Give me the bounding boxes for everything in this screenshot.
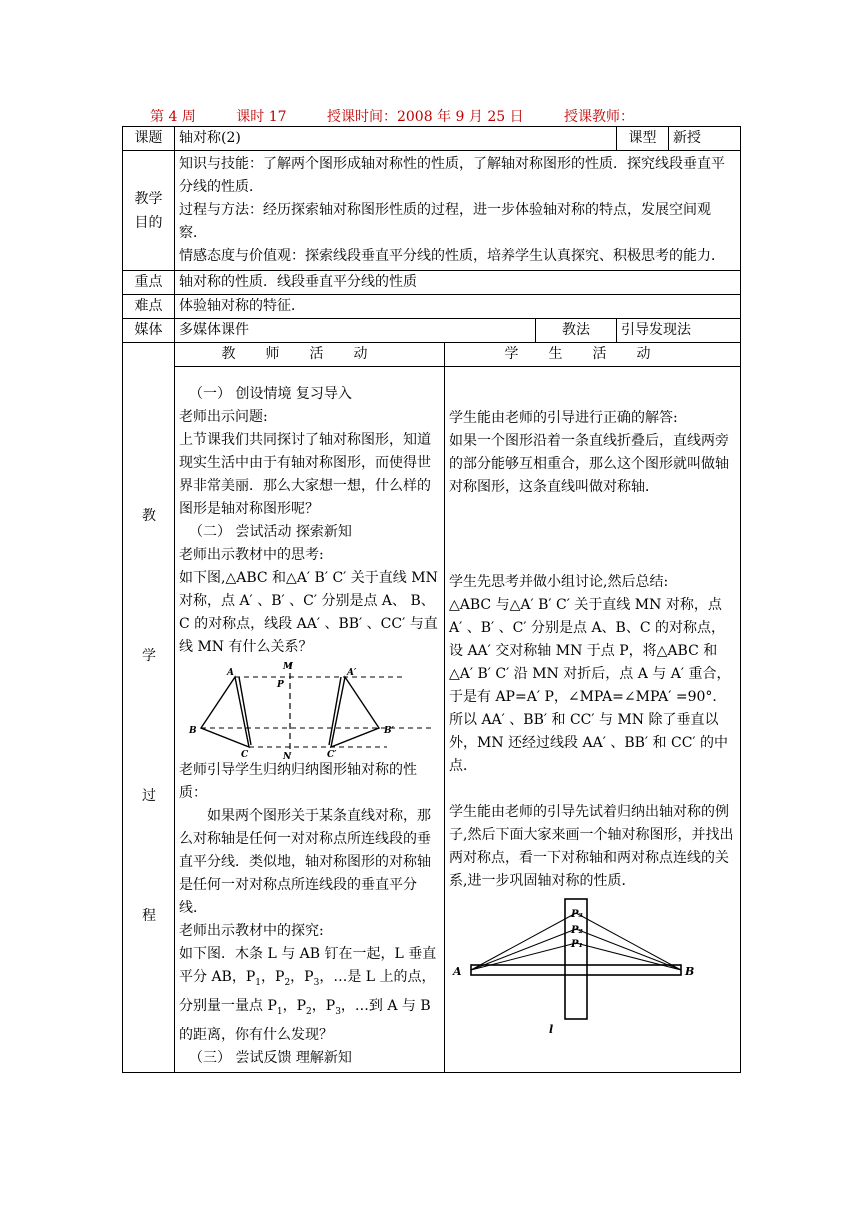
process-char-1: 教 <box>142 508 156 524</box>
difficulty-value: 体验轴对称的特征． <box>175 295 741 319</box>
fig2-label-p1: P₁ <box>571 939 583 950</box>
teacher-activity-cell <box>175 367 445 1073</box>
t2f-4: ，…是 L 上的点，分别量一量点 P <box>179 969 436 1014</box>
t2f-sub2b: 2 <box>306 1006 312 1017</box>
student-text-c1: 学生能由老师的引导先试着归纳出轴对称的例子,然后下面大家来画一个轴对称图形，并找出两对称点，看一下对称轴和两对称点连线的关系,进一步巩固轴对称的性质． <box>449 804 734 889</box>
t2f-sub1b: 1 <box>276 1006 283 1017</box>
fig1-label-a2: A′ <box>347 668 357 678</box>
goal-label-text: 教学目的 <box>134 190 163 231</box>
fig1-label-b: B <box>189 726 197 736</box>
section-1-title: （一） 创设情境 复习导入 <box>189 386 352 402</box>
student-activity-cell <box>445 367 741 1073</box>
lesson-time: 授课时间：2008 年 9 月 25 日 <box>326 109 524 125</box>
teacher-text-2c: 老师引导学生归纳归纳图形轴对称的性质： <box>179 762 417 801</box>
fig2-label-l: l <box>549 1023 554 1036</box>
teacher-text-2f <box>179 943 440 1047</box>
teacher-text-1a: 老师出示问题: <box>179 409 268 425</box>
teacher-text-2d: 如果两个图形关于某条直线对称，那么对称轴是任何一对对称点所连线段的垂直平分线．类似地，轴对称图形的对称轴是任何一对对称点所连线段的垂直平分线． <box>179 808 431 916</box>
topic-label: 课题 <box>123 127 175 151</box>
goal-process: 过程与方法：经历探索轴对称图形性质的过程，进一步体验轴对称的特点，发展空间观察． <box>179 202 711 241</box>
goals-cell <box>175 151 741 271</box>
goal-attitude: 情感态度与价值观：探索线段垂直平分线的性质，培养学生认真探究、积极思考的能力． <box>179 248 725 264</box>
type-label: 课型 <box>617 127 669 151</box>
difficulty-label: 难点 <box>123 295 175 319</box>
key-label: 重点 <box>123 271 175 295</box>
symmetric-triangles-figure <box>179 659 441 759</box>
teacher-text-2a: 老师出示教材中的思考: <box>179 547 324 563</box>
teacher-text-2b: 如下图,△ABC 和△A′ B′ C′ 关于直线 MN 对称，点 A′ 、B′ 、C′ 分别是点 A、 B、C 的对称点，线段 AA′ 、BB′ 、CC′ 与直线 MN 有什么关系？ <box>179 570 438 655</box>
key-value: 轴对称的性质．线段垂直平分线的性质 <box>175 271 741 295</box>
process-char-2: 学 <box>142 648 156 664</box>
goal-knowledge: 知识与技能：了解两个图形成轴对称性的性质，了解轴对称图形的性质．探究线段垂直平分线的性质． <box>179 156 725 195</box>
t2f-1: 如下图．木条 L 与 AB 钉在一起，L 垂直平分 AB，P <box>179 946 437 985</box>
student-text-a1: 学生能由老师的引导进行正确的解答: <box>449 410 678 426</box>
type-value: 新授 <box>669 127 741 151</box>
t2f-6: ，P <box>311 997 336 1014</box>
media-value: 多媒体课件 <box>175 319 536 342</box>
lesson-header <box>150 106 670 126</box>
t2f-7: ，…到 A 与 B 的距离，你有什么发现？ <box>179 997 431 1043</box>
fig2-label-p3: P₃ <box>571 909 583 920</box>
media-inner <box>175 319 616 342</box>
teacher-activity-heading: 教师活动 <box>175 343 445 367</box>
t2f-sub3: 3 <box>313 977 320 988</box>
topic-value: 轴对称(2) <box>175 127 617 151</box>
student-text-b2: △ABC 与△A′ B′ C′ 关于直线 MN 对称，点 A′ 、B′ 、C′ 分别是点 A、B、C 的对称点，设 AA′ 交对称轴 MN 于点 P，将△ABC 和△A′ B′ C′ 沿 MN 对折后，点 A 与 A′ 重合，于是有 AP=A′ P，∠MPA=∠MPA′ =90°．所以 AA′ 、BB′ 和 CC′ 与 MN 除了垂直以外，MN 还经过线段 AA′ 、BB′ 和 CC′ 的中点． <box>449 597 731 774</box>
media-method-cell <box>175 319 617 343</box>
teacher-text-1b: 上节课我们共同探讨了轴对称图形，知道现实生活中由于有轴对称图形，而使得世界非常美丽．那么大家想一想，什么样的图形是轴对称图形呢？ <box>179 432 431 517</box>
process-char-4: 程 <box>142 908 156 924</box>
fig1-label-m: M <box>283 662 293 672</box>
t2f-sub3b: 3 <box>335 1006 341 1017</box>
student-spacer-1 <box>449 499 736 571</box>
teacher-label: 授课教师： <box>564 109 635 125</box>
fig1-label-c: C <box>241 750 249 759</box>
t2f-3: ，P <box>290 969 314 985</box>
lesson-number: 课时 17 <box>236 109 287 125</box>
fig2-label-a: A <box>453 965 462 978</box>
student-activity-heading: 学生活动 <box>445 343 741 367</box>
wooden-strip-figure <box>449 897 719 1037</box>
student-text-a2: 如果一个图形沿着一条直线折叠后，直线两旁的部分能够互相重合，那么这个图形就叫做轴对称图形，这条直线叫做对称轴． <box>449 433 729 495</box>
fig1-label-p: P <box>277 680 284 690</box>
process-label <box>123 343 175 1073</box>
fig1-label-c2: C′ <box>327 750 337 759</box>
t2f-sub1: 1 <box>255 977 262 988</box>
media-label: 媒体 <box>123 319 175 343</box>
fig1-label-n: N <box>283 752 292 759</box>
t2f-2: ，P <box>261 969 285 985</box>
fig1-label-b2: B′ <box>384 726 394 736</box>
fig2-label-b: B <box>685 965 695 978</box>
fig2-label-p2: P₂ <box>571 925 583 936</box>
week: 第 4 周 <box>150 109 196 125</box>
t2f-sub2: 2 <box>284 977 291 988</box>
method-label: 教法 <box>562 322 590 338</box>
lesson-plan-table <box>122 126 741 1073</box>
goal-label <box>123 151 175 271</box>
student-text-b1: 学生先思考并做小组讨论,然后总结: <box>449 574 669 590</box>
fig1-label-a: A <box>227 668 234 678</box>
t2f-5: ，P <box>282 997 307 1014</box>
teacher-text-2e: 老师出示教材中的探究: <box>179 923 324 939</box>
student-spacer-2 <box>449 778 736 801</box>
section-3-title: （三） 尝试反馈 理解新知 <box>189 1049 352 1066</box>
section-2-title: （二） 尝试活动 探索新知 <box>189 524 352 540</box>
method-value: 引导发现法 <box>617 319 741 343</box>
process-char-3: 过 <box>142 788 156 804</box>
